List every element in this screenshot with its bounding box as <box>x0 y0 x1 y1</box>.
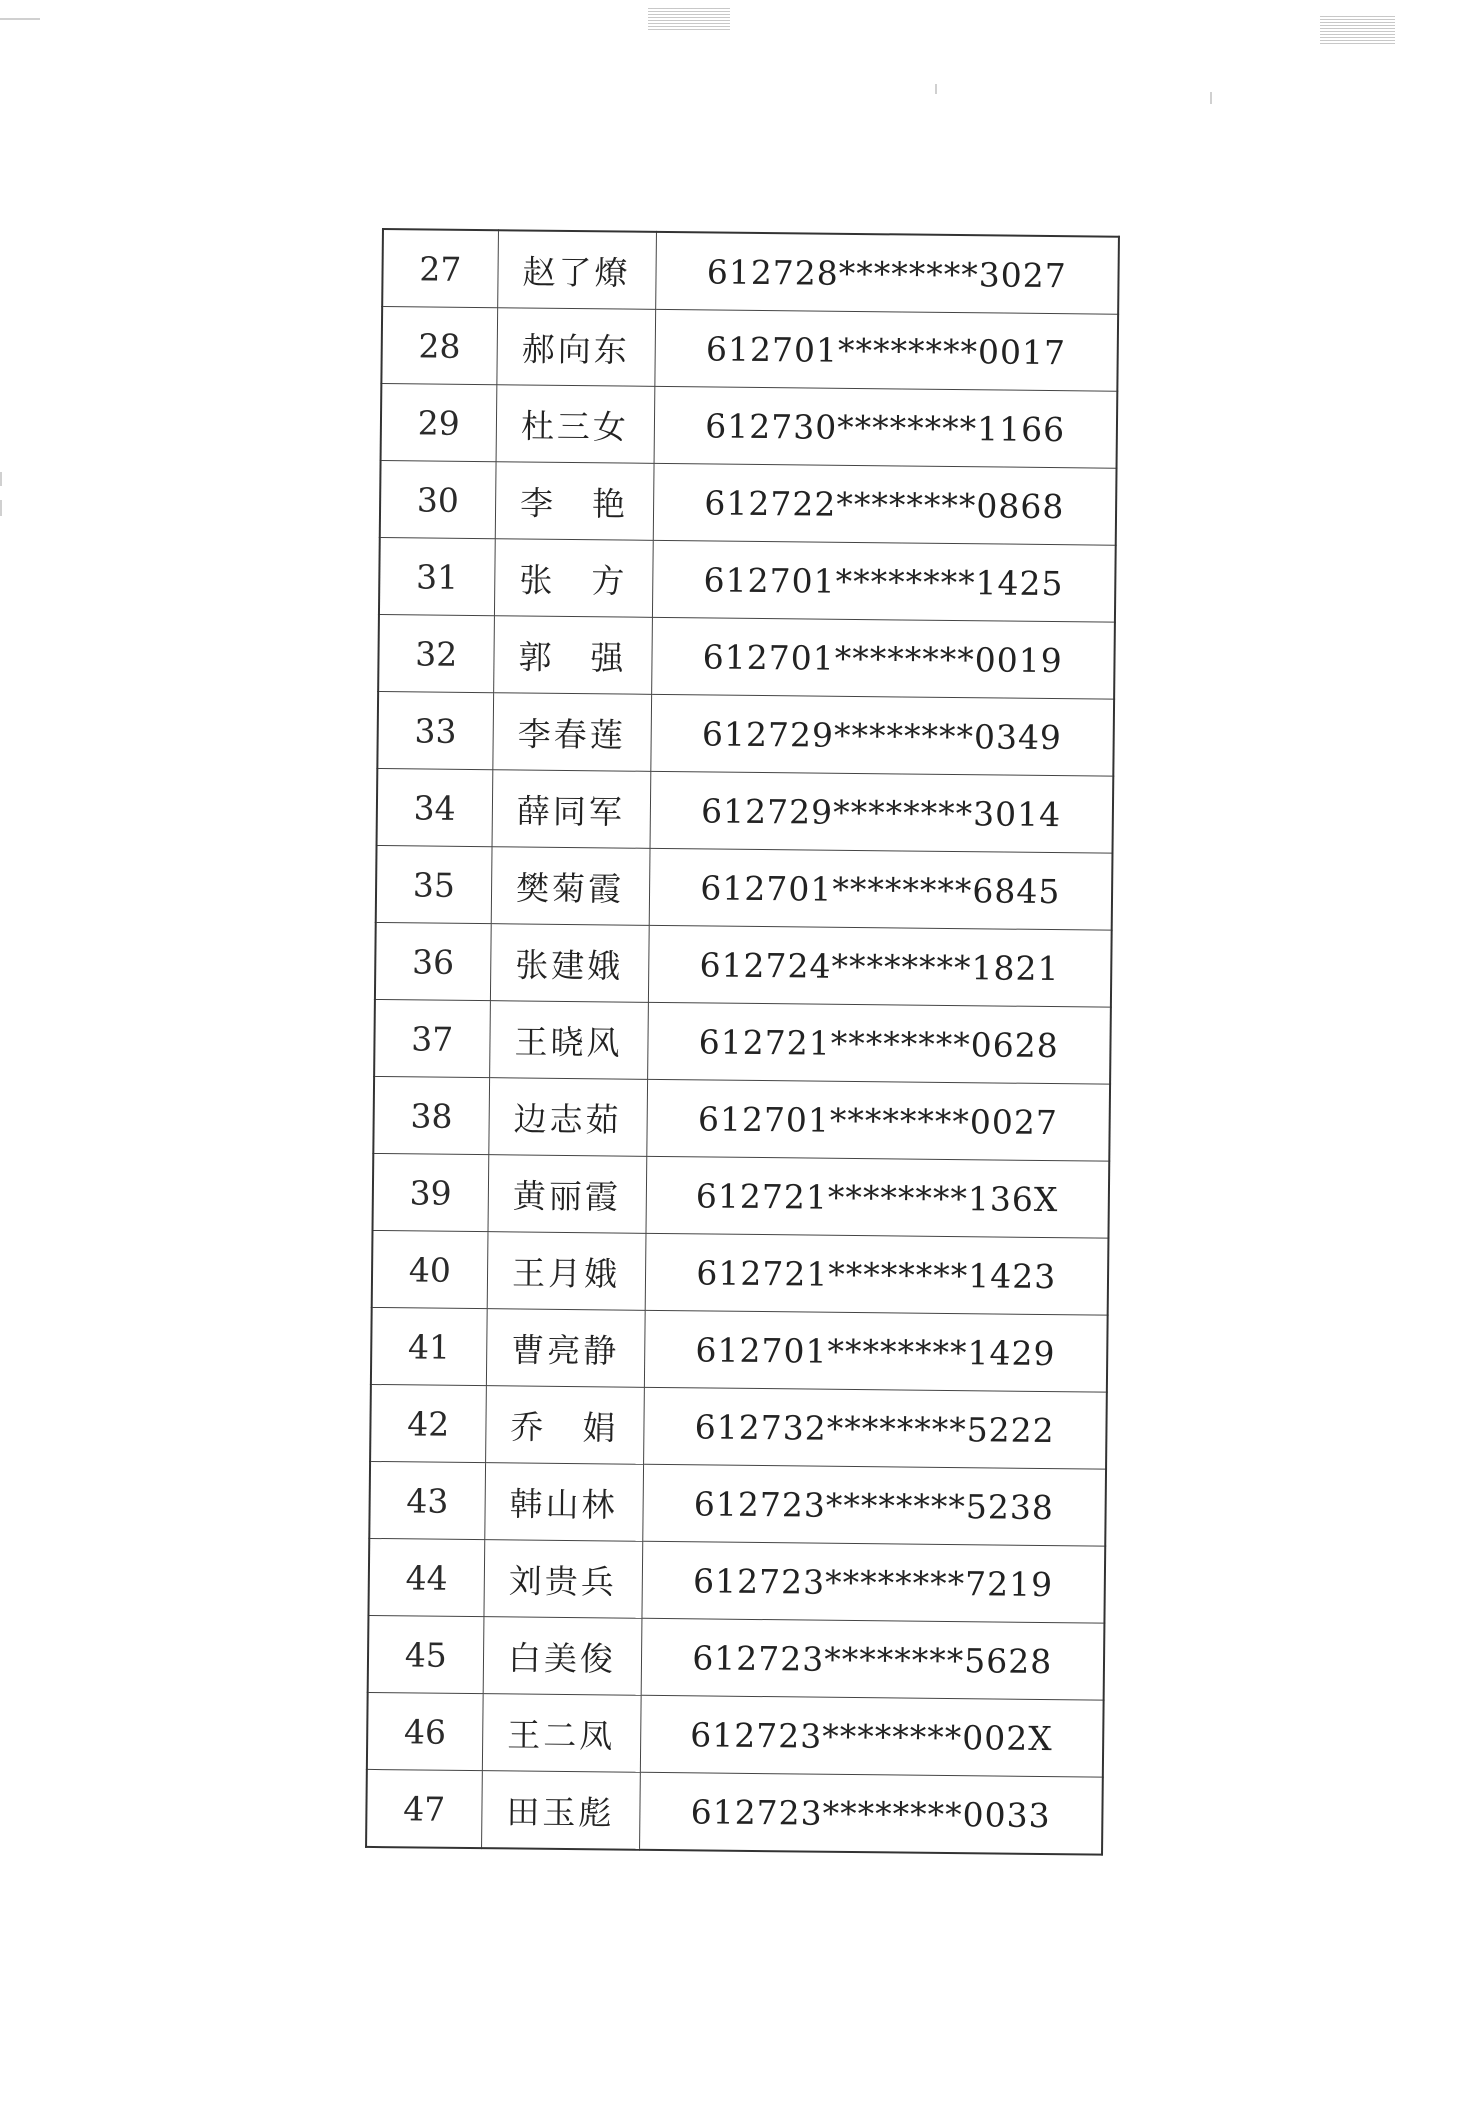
table-row <box>375 922 1112 1007</box>
id-number: 612721********136X <box>645 1156 1109 1238</box>
person-name: 王月娥 <box>487 1232 646 1311</box>
row-number: 32 <box>378 614 494 692</box>
row-number: 45 <box>368 1615 484 1693</box>
person-name: 赵了燎 <box>497 230 656 309</box>
person-name: 田玉彪 <box>481 1771 640 1850</box>
scan-artifact <box>935 84 937 94</box>
row-number: 31 <box>379 537 495 615</box>
table-row <box>378 614 1115 699</box>
table-row <box>379 537 1116 622</box>
person-name: 边志茹 <box>488 1078 647 1157</box>
person-name: 郝向东 <box>496 308 655 387</box>
id-number: 612721********1423 <box>645 1233 1109 1315</box>
id-number: 612701********6845 <box>649 848 1113 930</box>
scan-artifact <box>1320 14 1395 44</box>
person-name: 樊菊霞 <box>491 847 650 926</box>
person-name: 李 艳 <box>495 462 654 541</box>
table-row <box>380 460 1117 545</box>
person-name: 曹亮静 <box>486 1309 645 1388</box>
scan-artifact <box>0 472 2 486</box>
id-number: 612732********5222 <box>643 1387 1107 1469</box>
row-number: 34 <box>377 768 493 846</box>
table-row <box>370 1384 1107 1469</box>
row-number: 35 <box>376 845 492 923</box>
id-number: 612701********0017 <box>654 309 1118 391</box>
id-number: 612723********5238 <box>642 1464 1106 1546</box>
row-number: 46 <box>367 1692 483 1770</box>
id-number: 612723********002X <box>640 1695 1104 1777</box>
table-row <box>382 229 1119 314</box>
table-row <box>374 999 1111 1084</box>
scan-artifact <box>0 500 2 516</box>
id-number: 612701********0019 <box>651 617 1115 699</box>
row-number: 41 <box>371 1307 487 1385</box>
id-number: 612729********3014 <box>650 771 1114 853</box>
person-name: 杜三女 <box>496 385 655 464</box>
id-number: 612722********0868 <box>653 463 1117 545</box>
person-name: 李春莲 <box>492 693 651 772</box>
table-row <box>368 1538 1105 1623</box>
roster-table <box>365 228 1120 1856</box>
scan-artifact <box>0 18 40 20</box>
table-row <box>371 1307 1108 1392</box>
id-number: 612701********0027 <box>646 1079 1110 1161</box>
table-row <box>372 1230 1109 1315</box>
table-row <box>377 768 1114 853</box>
row-number: 38 <box>373 1076 489 1154</box>
person-name: 张建娥 <box>490 924 649 1003</box>
table-row <box>373 1153 1110 1238</box>
row-number: 47 <box>366 1769 482 1848</box>
table-row <box>373 1076 1110 1161</box>
table-row <box>381 384 1118 469</box>
row-number: 37 <box>374 999 490 1077</box>
row-number: 42 <box>370 1384 486 1462</box>
row-number: 43 <box>369 1461 485 1539</box>
roster-sheet <box>365 228 1118 1856</box>
table-row <box>366 1769 1103 1854</box>
row-number: 36 <box>375 922 491 1000</box>
id-number: 612701********1429 <box>644 1310 1108 1392</box>
row-number: 40 <box>372 1230 488 1308</box>
row-number: 39 <box>373 1153 489 1231</box>
row-number: 27 <box>382 229 498 308</box>
table-row <box>376 845 1113 930</box>
id-number: 612724********1821 <box>648 925 1112 1007</box>
person-name: 郭 强 <box>493 616 652 695</box>
person-name: 黄丽霞 <box>487 1155 646 1234</box>
table-row <box>369 1461 1106 1546</box>
id-number: 612729********0349 <box>650 694 1114 776</box>
row-number: 30 <box>380 460 496 538</box>
row-number: 33 <box>377 691 493 769</box>
table-row <box>377 691 1114 776</box>
id-number: 612723********0033 <box>639 1772 1103 1854</box>
person-name: 王晓风 <box>489 1001 648 1080</box>
scan-artifact <box>648 8 730 30</box>
id-number: 612730********1166 <box>654 386 1118 468</box>
id-number: 612723********7219 <box>641 1541 1105 1623</box>
person-name: 刘贵兵 <box>483 1540 642 1619</box>
id-number: 612723********5628 <box>641 1618 1105 1700</box>
table-row <box>368 1615 1105 1700</box>
person-name: 韩山林 <box>484 1463 643 1542</box>
id-number: 612721********0628 <box>647 1002 1111 1084</box>
id-number: 612728********3027 <box>655 232 1119 314</box>
person-name: 薛同军 <box>492 770 651 849</box>
table-row <box>381 307 1118 392</box>
row-number: 44 <box>368 1538 484 1616</box>
person-name: 张 方 <box>494 539 653 618</box>
row-number: 29 <box>381 384 497 462</box>
scan-artifact <box>1210 92 1212 104</box>
person-name: 乔 娟 <box>485 1386 644 1465</box>
id-number: 612701********1425 <box>652 540 1116 622</box>
table-row <box>367 1692 1104 1777</box>
person-name: 白美俊 <box>483 1617 642 1696</box>
person-name: 王二凤 <box>482 1694 641 1773</box>
row-number: 28 <box>381 307 497 385</box>
